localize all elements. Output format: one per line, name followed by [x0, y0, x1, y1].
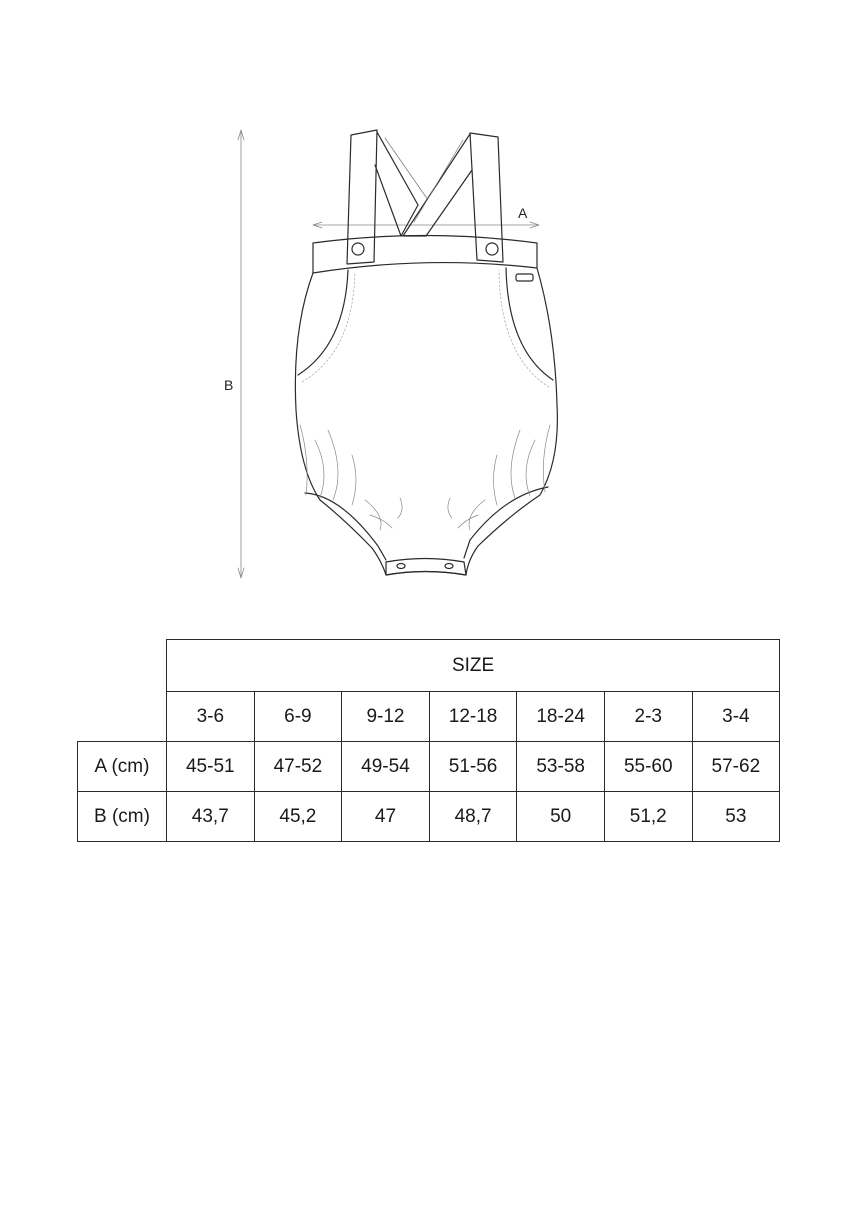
dimension-label-a: A: [518, 205, 528, 221]
measurement-cell: 57-62: [692, 742, 780, 792]
left-cross-strap: [375, 132, 418, 236]
waistband: [313, 236, 537, 274]
measurement-cell: 47: [342, 792, 430, 842]
measurement-cell: 53-58: [517, 742, 605, 792]
row-label: A (cm): [78, 742, 167, 792]
measurement-cell: 55-60: [604, 742, 692, 792]
romper-drawing: [200, 120, 580, 590]
measurement-cell: 48,7: [429, 792, 517, 842]
size-label: 18-24: [517, 692, 605, 742]
snap-left: [397, 564, 405, 569]
measurement-row-a: [78, 742, 780, 792]
right-button: [486, 243, 498, 255]
measurement-cell: 51,2: [604, 792, 692, 842]
size-label: 2-3: [604, 692, 692, 742]
row-label: B (cm): [78, 792, 167, 842]
left-button: [352, 243, 364, 255]
crotch-placket: [386, 559, 466, 576]
left-pocket: [298, 270, 348, 375]
blank-cell: [78, 692, 167, 742]
measurement-cell: 45-51: [167, 742, 255, 792]
measurement-cell: 51-56: [429, 742, 517, 792]
dimension-label-b: B: [224, 377, 234, 393]
garment-sketch: [200, 120, 580, 590]
right-cross-strap: [403, 134, 472, 236]
measurement-cell: 45,2: [254, 792, 342, 842]
blank-cell: [78, 640, 167, 692]
measurement-cell: 53: [692, 792, 780, 842]
size-label: 3-6: [167, 692, 255, 742]
size-label: 3-4: [692, 692, 780, 742]
measurement-cell: 49-54: [342, 742, 430, 792]
size-labels-row: [78, 692, 780, 742]
measurement-cell: 43,7: [167, 792, 255, 842]
right-strap: [470, 133, 503, 262]
snap-right: [445, 564, 453, 569]
body-outline: [295, 268, 557, 575]
measurement-cell: 50: [517, 792, 605, 842]
measurement-cell: 47-52: [254, 742, 342, 792]
right-pocket: [506, 268, 553, 380]
size-header: SIZE: [167, 640, 780, 692]
size-label: 9-12: [342, 692, 430, 742]
measurement-row-b: [78, 792, 780, 842]
size-header-row: [78, 640, 780, 692]
size-label: 12-18: [429, 692, 517, 742]
size-chart-table: [77, 639, 780, 842]
size-label: 6-9: [254, 692, 342, 742]
label-tag: [516, 274, 533, 281]
